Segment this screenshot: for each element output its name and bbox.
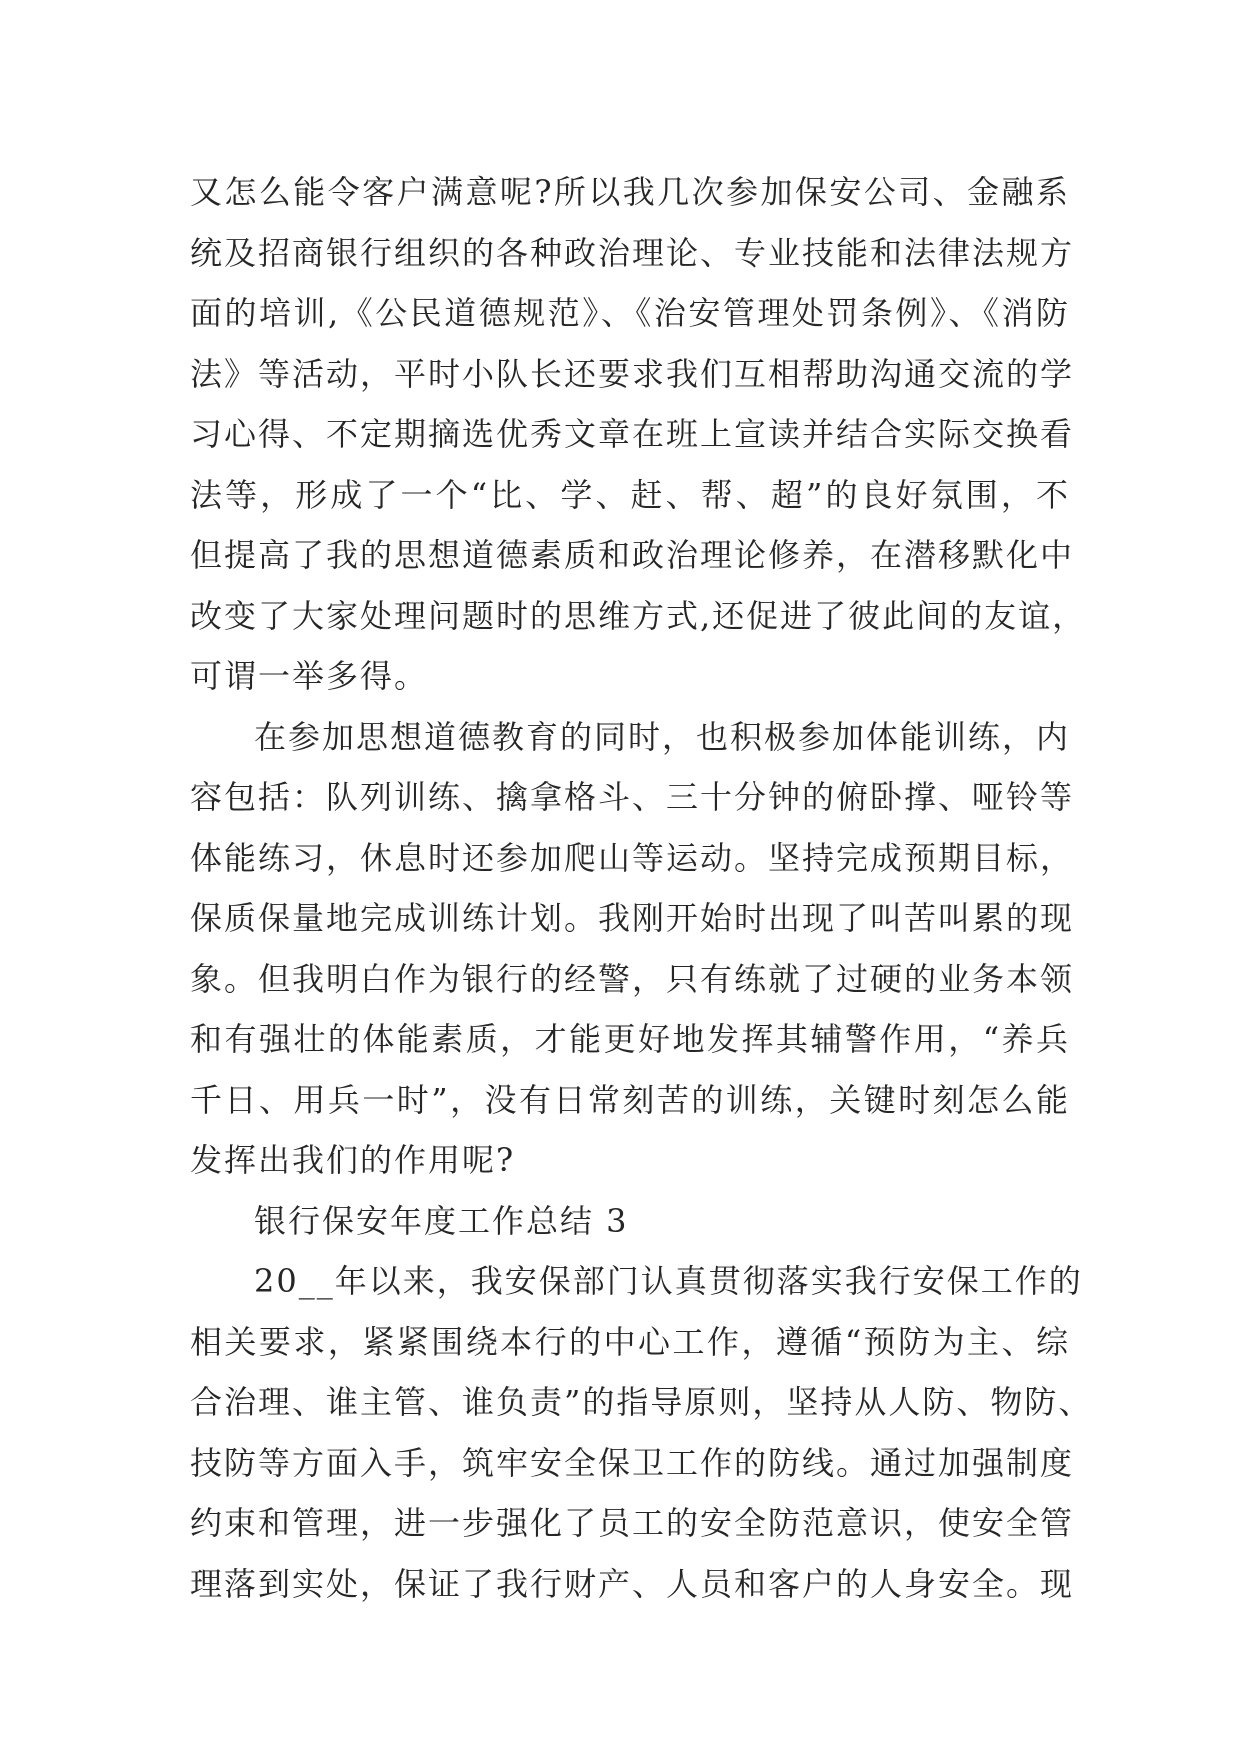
text-line: 统及招商银行组织的各种政治理论、专业技能和法律法规方 [190,233,1075,272]
text-line: 改变了大家处理问题时的思维方式,还促进了彼此间的友谊， [190,596,1087,635]
text-line: 法》等活动，平时小队长还要求我们互相帮助沟通交流的学 [190,354,1075,393]
text-line: 技防等方面入手，筑牢安全保卫工作的防线。通过加强制度 [190,1443,1075,1482]
text-line: 约束和管理，进一步强化了员工的安全防范意识，使安全管 [190,1504,1075,1542]
text-line: 理落到实处，保证了我行财产、人员和客户的人身安全。现 [190,1564,1075,1603]
text-line: 可谓一举多得。 [190,657,429,695]
section-heading: 银行保安年度工作总结 3 [254,1201,629,1240]
text-line: 象。但我明白作为银行的经警，只有练就了过硬的业务本领 [190,959,1075,998]
text-line: 在参加思想道德教育的同时，也积极参加体能训练，内 [254,717,1071,756]
text-line: 但提高了我的思想道德素质和政治理论修养，在潜移默化中 [190,536,1075,574]
text-line: 容包括：队列训练、擒拿格斗、三十分钟的俯卧撑、哑铃等 [190,778,1075,816]
text-line: 合治理、谁主管、谁负责”的指导原则，坚持从人防、物防、 [190,1383,1093,1421]
text-line: 发挥出我们的作用呢? [190,1141,516,1179]
text-line: 又怎么能令客户满意呢?所以我几次参加保安公司、金融系 [190,173,1070,211]
text-line: 千日、用兵一时”，没有日常刻苦的训练，关键时刻怎么能 [190,1080,1070,1119]
text-line: 相关要求，紧紧围绕本行的中心工作，遵循“预防为主、综 [190,1322,1070,1361]
text-line: 法等，形成了一个“比、学、赶、帮、超”的良好氛围，不 [190,475,1070,514]
text-line: 20__年以来，我安保部门认真贯彻落实我行安保工作的 [254,1262,1083,1300]
text-line: 和有强壮的体能素质，才能更好地发挥其辅警作用，“养兵 [190,1020,1070,1058]
text-line: 体能练习，休息时还参加爬山等运动。坚持完成预期目标， [190,838,1075,877]
text-line: 习心得、不定期摘选优秀文章在班上宣读并结合实际交换看 [190,415,1075,453]
body-text [190,162,1093,1614]
text-line: 面的培训,《公民道德规范》、《治安管理处罚条例》、《消防 [190,294,1070,332]
text-line: 保质保量地完成训练计划。我刚开始时出现了叫苦叫累的现 [190,899,1075,937]
